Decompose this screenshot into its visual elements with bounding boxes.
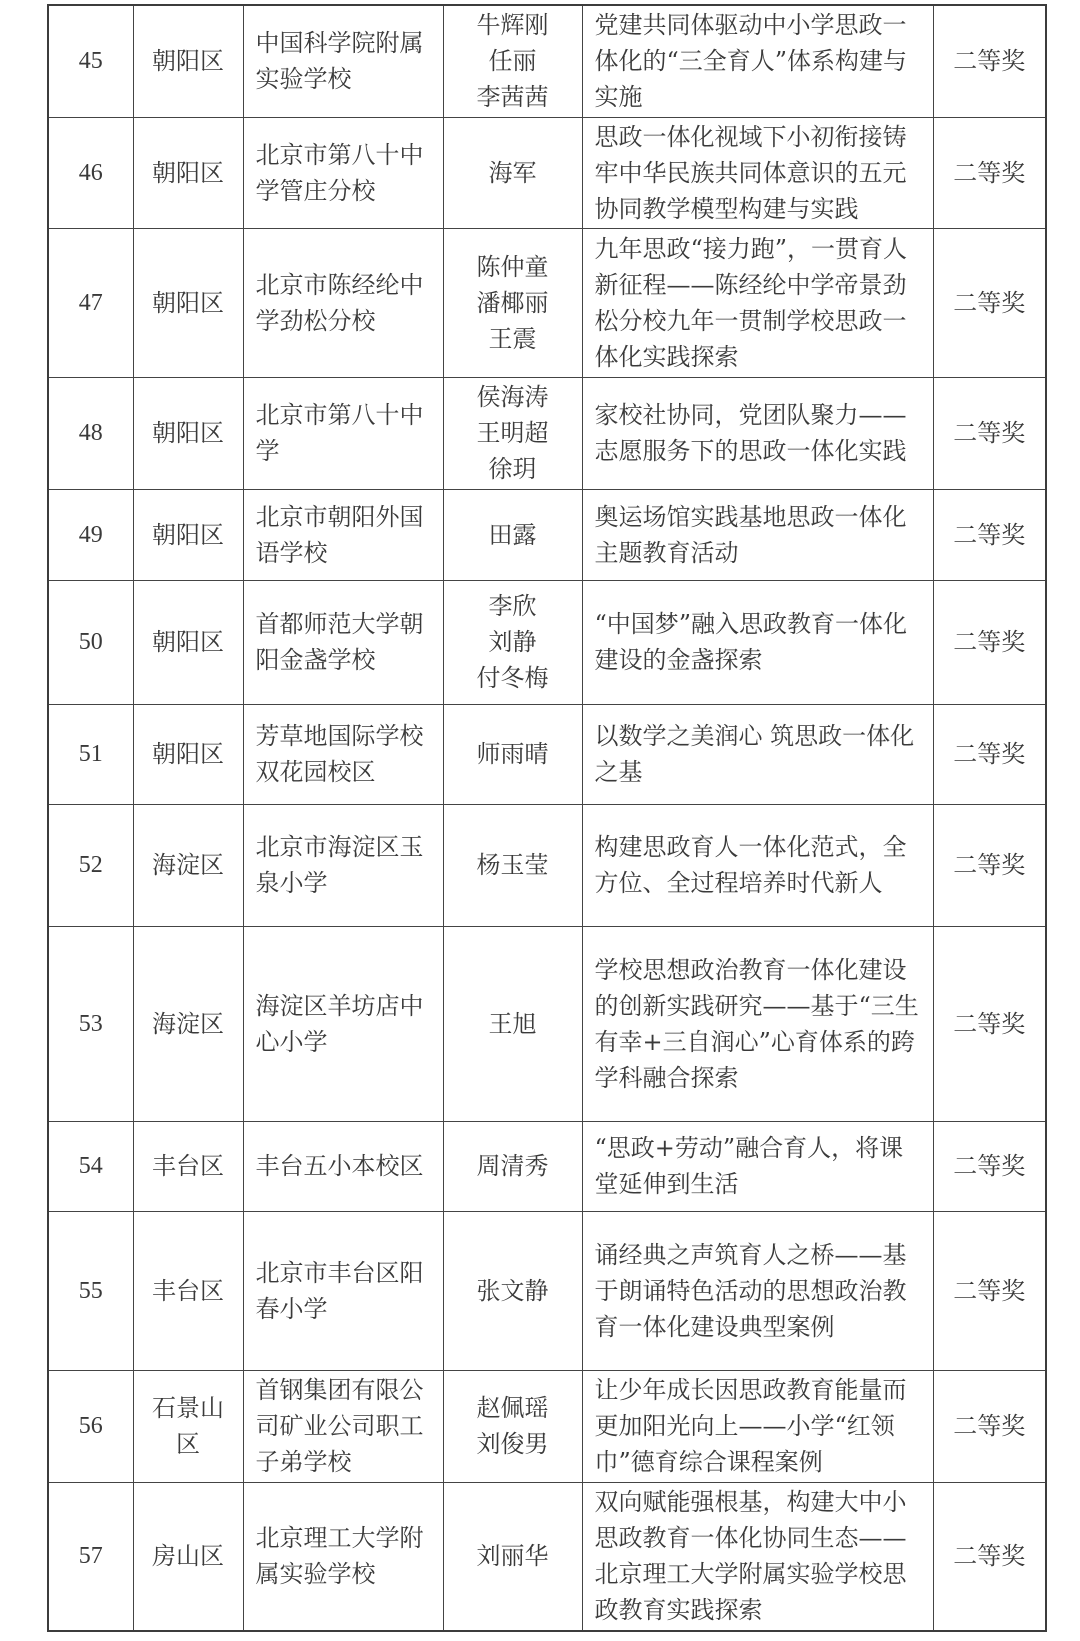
- person-name: 潘椰丽: [476, 288, 549, 317]
- case-title-cell: 奥运场馆实践基地思政一体化主题教育活动: [582, 489, 933, 580]
- person-name: 牛辉刚: [476, 11, 549, 40]
- district-cell: [133, 804, 243, 926]
- case-title-cell: 让少年成长因思政教育能量而更加阳光向上——小学“红领巾”德育综合课程案例: [582, 1370, 933, 1482]
- person-name: 张文静: [476, 1276, 549, 1305]
- person-name: 陈仲童: [476, 252, 549, 281]
- person-name: 李茜茜: [476, 83, 549, 112]
- person-name: 田露: [488, 520, 537, 549]
- person-name: 赵佩瑶: [476, 1394, 549, 1422]
- school-cell: 北京市陈经纶中学劲松分校: [243, 228, 443, 377]
- persons-cell: [443, 117, 582, 228]
- row-number: 47: [48, 228, 133, 377]
- district-text: 丰台区: [152, 1152, 224, 1180]
- school-cell: 首钢集团有限公司矿业公司职工子弟学校: [243, 1370, 443, 1482]
- person-name: 刘丽华: [476, 1542, 549, 1571]
- school-cell: 北京理工大学附属实验学校: [243, 1482, 443, 1631]
- persons-cell: [443, 804, 582, 926]
- person-name: 师雨晴: [476, 740, 549, 768]
- table-row: [48, 1211, 1046, 1370]
- district-text: 朝阳区: [152, 288, 224, 317]
- award-cell: 二等奖: [933, 1482, 1046, 1631]
- award-cell: 二等奖: [933, 117, 1046, 228]
- case-title-cell: 诵经典之声筑育人之桥——基于朗诵特色活动的思想政治教育一体化建设典型案例: [582, 1211, 933, 1370]
- school-cell: 北京市丰台区阳春小学: [243, 1211, 443, 1370]
- row-number: 55: [48, 1211, 133, 1370]
- award-cell: 二等奖: [933, 228, 1046, 377]
- district-text: 海淀区: [152, 1009, 224, 1038]
- persons-cell: [443, 1121, 582, 1211]
- school-cell: 海淀区羊坊店中心小学: [243, 926, 443, 1121]
- case-title-cell: 家校社协同，党团队聚力——志愿服务下的思政一体化实践: [582, 377, 933, 489]
- district-text: 朝阳区: [152, 419, 224, 447]
- persons-cell: [443, 926, 582, 1121]
- persons-cell: [443, 228, 582, 377]
- case-title-cell: 党建共同体驱动中小学思政一体化的“三全育人”体系构建与实施: [582, 5, 933, 117]
- table-row: [48, 1482, 1046, 1631]
- district-text: 朝阳区: [152, 628, 224, 656]
- persons-cell: [443, 5, 582, 117]
- school-cell: 芳草地国际学校双花园校区: [243, 704, 443, 804]
- row-number: 52: [48, 804, 133, 926]
- row-number: 49: [48, 489, 133, 580]
- district-cell: [133, 1211, 243, 1370]
- district-text: 石景山区: [152, 1394, 224, 1458]
- person-name: 李欣: [488, 592, 537, 620]
- district-text: 朝阳区: [152, 520, 224, 549]
- school-cell: 北京市第八十中学: [243, 377, 443, 489]
- school-cell: 北京市朝阳外国语学校: [243, 489, 443, 580]
- table-row: [48, 926, 1046, 1121]
- award-cell: 二等奖: [933, 1211, 1046, 1370]
- case-title-cell: 思政一体化视域下小初衔接铸牢中华民族共同体意识的五元协同教学模型构建与实践: [582, 117, 933, 228]
- award-cell: 二等奖: [933, 580, 1046, 704]
- row-number: 48: [48, 377, 133, 489]
- person-name: 王震: [488, 324, 537, 353]
- case-title-cell: 以数学之美润心 筑思政一体化之基: [582, 704, 933, 804]
- award-cell: 二等奖: [933, 704, 1046, 804]
- school-cell: 中国科学院附属实验学校: [243, 5, 443, 117]
- awards-table: [47, 4, 1047, 1632]
- persons-cell: [443, 377, 582, 489]
- person-name: 周清秀: [476, 1152, 549, 1180]
- person-name: 任丽: [488, 47, 537, 76]
- award-cell: 二等奖: [933, 489, 1046, 580]
- person-name: 侯海涛: [476, 383, 549, 411]
- table-row: [48, 228, 1046, 377]
- person-name: 王明超: [476, 419, 549, 447]
- district-cell: [133, 489, 243, 580]
- district-cell: [133, 704, 243, 804]
- case-title-cell: 九年思政“接力跑”，一贯育人新征程——陈经纶中学帝景劲松分校九年一贯制学校思政一体化实践探索: [582, 228, 933, 377]
- row-number: 57: [48, 1482, 133, 1631]
- award-cell: 二等奖: [933, 1370, 1046, 1482]
- table-row: [48, 5, 1046, 117]
- district-text: 海淀区: [152, 851, 224, 879]
- table-row: [48, 489, 1046, 580]
- case-title-cell: 学校思想政治教育一体化建设的创新实践研究——基于“三生有幸+三自润心”心育体系的跨学科融合探索: [582, 926, 933, 1121]
- table-row: [48, 117, 1046, 228]
- award-cell: 二等奖: [933, 5, 1046, 117]
- case-title-cell: “思政+劳动”融合育人，将课堂延伸到生活: [582, 1121, 933, 1211]
- person-name: 徐玥: [488, 455, 537, 483]
- district-cell: [133, 377, 243, 489]
- district-cell: [133, 1482, 243, 1631]
- award-cell: 二等奖: [933, 926, 1046, 1121]
- persons-cell: [443, 1482, 582, 1631]
- person-name: 刘静: [488, 628, 537, 656]
- school-cell: 北京市海淀区玉泉小学: [243, 804, 443, 926]
- district-text: 朝阳区: [152, 158, 224, 187]
- row-number: 50: [48, 580, 133, 704]
- district-cell: [133, 1121, 243, 1211]
- award-cell: 二等奖: [933, 377, 1046, 489]
- district-text: 丰台区: [152, 1276, 224, 1305]
- row-number: 46: [48, 117, 133, 228]
- case-title-cell: 构建思政育人一体化范式，全方位、全过程培养时代新人: [582, 804, 933, 926]
- row-number: 53: [48, 926, 133, 1121]
- persons-cell: [443, 704, 582, 804]
- district-cell: [133, 1370, 243, 1482]
- row-number: 45: [48, 5, 133, 117]
- table-row: [48, 1121, 1046, 1211]
- row-number: 54: [48, 1121, 133, 1211]
- district-cell: [133, 580, 243, 704]
- district-cell: [133, 228, 243, 377]
- district-cell: [133, 5, 243, 117]
- persons-cell: [443, 580, 582, 704]
- person-name: 付冬梅: [476, 664, 549, 692]
- award-cell: 二等奖: [933, 1121, 1046, 1211]
- person-name: 王旭: [488, 1009, 537, 1038]
- person-name: 刘俊男: [476, 1430, 549, 1458]
- district-text: 朝阳区: [152, 47, 224, 76]
- row-number: 51: [48, 704, 133, 804]
- school-cell: 北京市第八十中学管庄分校: [243, 117, 443, 228]
- district-text: 朝阳区: [152, 740, 224, 768]
- awards-table-body: [48, 5, 1046, 1631]
- school-cell: 首都师范大学朝阳金盏学校: [243, 580, 443, 704]
- district-text: 房山区: [152, 1542, 224, 1571]
- table-row: [48, 377, 1046, 489]
- table-row: [48, 1370, 1046, 1482]
- persons-cell: [443, 1370, 582, 1482]
- persons-cell: [443, 489, 582, 580]
- table-row: [48, 704, 1046, 804]
- person-name: 杨玉莹: [476, 851, 549, 879]
- table-row: [48, 804, 1046, 926]
- award-cell: 二等奖: [933, 804, 1046, 926]
- row-number: 56: [48, 1370, 133, 1482]
- school-cell: 丰台五小本校区: [243, 1121, 443, 1211]
- table-row: [48, 580, 1046, 704]
- person-name: 海军: [488, 158, 537, 187]
- case-title-cell: “中国梦”融入思政教育一体化建设的金盏探索: [582, 580, 933, 704]
- persons-cell: [443, 1211, 582, 1370]
- case-title-cell: 双向赋能强根基，构建大中小思政教育一体化协同生态——北京理工大学附属实验学校思政教育实践探索: [582, 1482, 933, 1631]
- district-cell: [133, 117, 243, 228]
- district-cell: [133, 926, 243, 1121]
